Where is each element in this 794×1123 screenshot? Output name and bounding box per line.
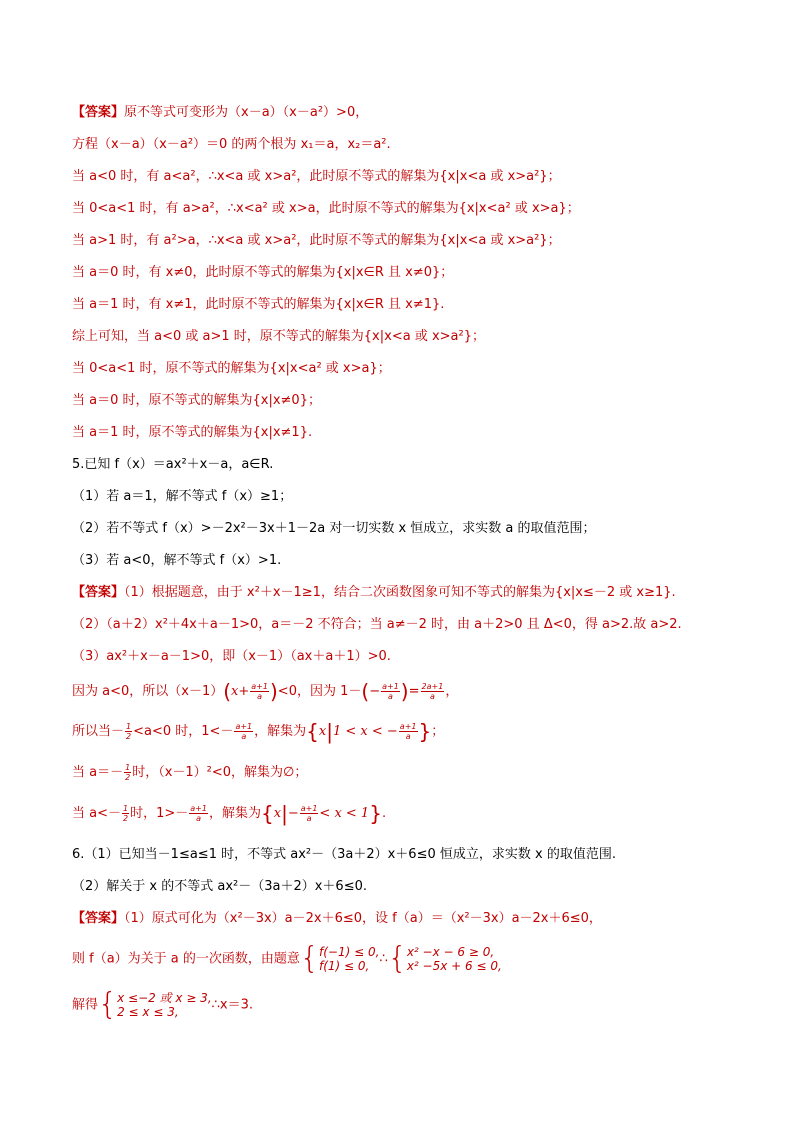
fraction: $\frac{1}{2}$: [125, 763, 131, 782]
answer-tag: 【答案】: [72, 911, 125, 926]
answer-5-line: （3）ax²＋x－a－1>0，即（x－1）（ax＋a＋1）>0.: [72, 649, 391, 664]
answer-5-line: 当 a<－ $\frac{1}{2}$ 时，1>－ $\frac{a+1}{a}$ ，解集为{x|− $\frac{a+1}{a}$ < x < 1}.: [72, 801, 387, 826]
answer-line: 综上可知，当 a<0 或 a>1 时，原不等式的解集为{x|x<a 或 x>a²}；: [72, 329, 485, 344]
question-5-stem: 5.已知 f（x）＝ax²＋x－a，a∈R.: [72, 457, 274, 472]
answer-line: 【答案】原不等式可变形为（x－a）（x－a²）>0，: [72, 105, 369, 120]
equation-system: { x ≤−2 或 x ≥ 3, 2 ≤ x ≤ 3,: [98, 987, 212, 1022]
answer-line: 当 a>1 时，有 a²>a，∴x<a 或 x>a²，此时原不等式的解集为{x|x<a 或 x>a²}；: [72, 233, 561, 248]
answer-6-line: 解得 { x ≤−2 或 x ≥ 3, 2 ≤ x ≤ 3, ∴x＝3.: [72, 987, 254, 1022]
answer-line: 当 a＝1 时，有 x≠1，此时原不等式的解集为{x|x∈R 且 x≠1}.: [72, 297, 445, 312]
answer-line: 当 0<a<1 时，原不等式的解集为{x|x<a² 或 x>a}；: [72, 361, 391, 376]
fraction: $\frac{2a+1}{a}$: [421, 682, 444, 701]
fraction: $\frac{a+1}{a}$: [382, 682, 399, 701]
question-6-part-1: 6.（1）已知当－1≤a≤1 时，不等式 ax²－（3a＋2）x＋6≤0 恒成立，求实数 x 的取值范围.: [72, 847, 616, 862]
answer-line: 当 a＝1 时，原不等式的解集为{x|x≠1}.: [72, 425, 313, 440]
question-5-part-1: （1）若 a＝1，解不等式 f（x）≥1；: [72, 489, 293, 504]
answer-tag: 【答案】: [72, 105, 125, 120]
answer-5-line: 所以当－ $\frac{1}{2}$ <a<0 时，1<－ $\frac{a+1}{a}$ ，解集为{x|1 < x < − $\frac{a+1}{a}$ }；: [72, 719, 445, 744]
fraction: $\frac{a+1}{a}$: [399, 722, 417, 741]
answer-tag: 【答案】: [72, 585, 125, 600]
answer-6-line: 则 f（a）为关于 a 的一次函数，由题意 { f(−1) ≤ 0, f(1) ≤ 0, ∴ { x² −x − 6 ≥ 0, x² −5x + 6 ≤ 0,: [72, 941, 502, 976]
answer-line: 方程（x－a）（x－a²）＝0 的两个根为 x₁＝a，x₂＝a².: [72, 137, 391, 152]
question-6-part-2: （2）解关于 x 的不等式 ax²－（3a＋2）x＋6≤0.: [72, 879, 368, 894]
answer-5-line: 因为 a<0，所以（x－1）(x+ $\frac{a+1}{a}$ )<0，因为 1－(− $\frac{a+1}{a}$ )= $\frac{2a+1}{a}$ ，: [72, 679, 459, 704]
answer-line: 当 a＝0 时，原不等式的解集为{x|x≠0}；: [72, 393, 321, 408]
answer-6-line: 【答案】（1）原式可化为（x²－3x）a－2x＋6≤0，设 f（a）＝（x²－3x）a－2x＋6≤0，: [72, 911, 602, 926]
question-5-part-2: （2）若不等式 f（x）>－2x²－3x＋1－2a 对一切实数 x 恒成立，求实数 a 的取值范围；: [72, 521, 596, 536]
fraction: $\frac{a+1}{a}$: [190, 804, 207, 823]
answer-5-line: 【答案】（1）根据题意，由于 x²＋x－1≥1，结合二次函数图象可知不等式的解集为{x|x≤－2 或 x≥1}.: [72, 585, 676, 600]
equation-system: { x² −x − 6 ≥ 0, x² −5x + 6 ≤ 0,: [387, 941, 502, 976]
question-5-part-3: （3）若 a<0，解不等式 f（x）>1.: [72, 553, 282, 568]
fraction: $\frac{a+1}{a}$: [235, 722, 253, 741]
answer-line: 当 a＝0 时，有 x≠0，此时原不等式的解集为{x|x∈R 且 x≠0}；: [72, 265, 454, 280]
fraction: $\frac{a+1}{a}$: [300, 804, 318, 823]
equation-system: { f(−1) ≤ 0, f(1) ≤ 0,: [299, 941, 380, 976]
fraction: $\frac{1}{2}$: [123, 804, 129, 823]
answer-line: 当 a<0 时，有 a<a²，∴x<a 或 x>a²，此时原不等式的解集为{x|x<a 或 x>a²}；: [72, 169, 561, 184]
answer-5-line: （2）（a＋2）x²＋4x＋a－1>0，a＝－2 不符合；当 a≠－2 时，由 a＋2>0 且 Δ<0，得 a>2.故 a>2.: [72, 617, 682, 632]
answer-line: 当 0<a<1 时，有 a>a²，∴x<a² 或 x>a，此时原不等式的解集为{x|x<a² 或 x>a}；: [72, 201, 580, 216]
fraction: $\frac{1}{2}$: [126, 722, 132, 741]
answer-5-line: 当 a＝－ $\frac{1}{2}$ 时，（x－1）²<0，解集为∅；: [72, 763, 308, 782]
fraction: $\frac{a+1}{a}$: [251, 682, 268, 701]
